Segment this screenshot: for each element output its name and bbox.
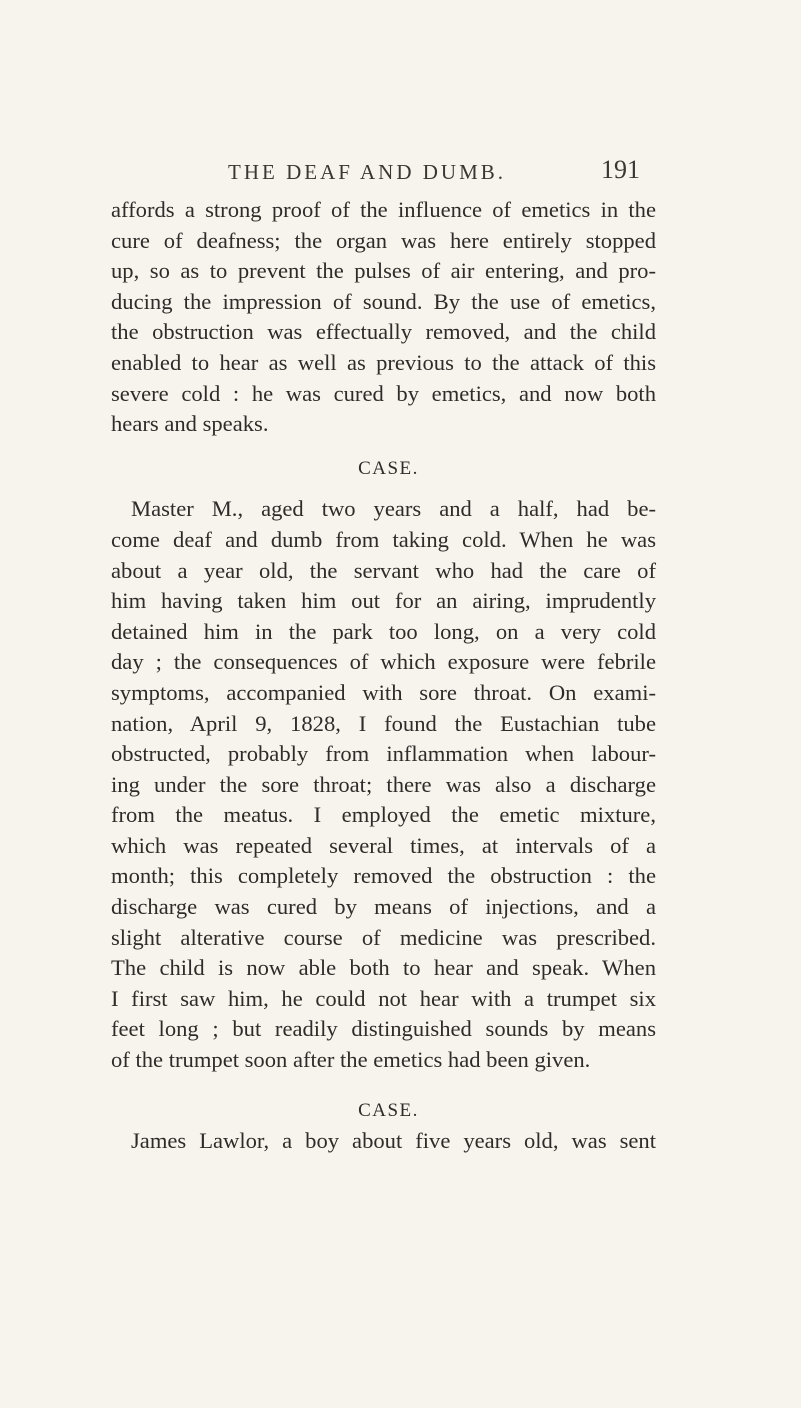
text-line: The child is now able both to hear and speak. When xyxy=(111,955,656,981)
text-line: from the meatus. I employed the emetic mixture, xyxy=(111,802,656,828)
page-number: 191 xyxy=(601,155,640,184)
text-line: hears and speaks. xyxy=(111,411,269,437)
text-line: month; this completely removed the obstruction : the xyxy=(111,863,656,889)
text-line: the obstruction was effectually removed, and the child xyxy=(111,319,656,345)
text-line: up, so as to prevent the pulses of air entering, and pro- xyxy=(111,258,656,284)
text-line: enabled to hear as well as previous to the attack of this xyxy=(111,349,656,375)
text-line: ing under the sore throat; there was also a discharge xyxy=(111,771,656,797)
text-line: ducing the impression of sound. By the use of emetics, xyxy=(111,288,656,314)
text-line: cure of deafness; the organ was here entirely stopped xyxy=(111,227,656,253)
case-paragraph xyxy=(111,494,656,1075)
text-line: come deaf and dumb from taking cold. When he was xyxy=(111,526,656,552)
text-line: I first saw him, he could not hear with a trumpet six xyxy=(111,985,656,1011)
text-line: obstructed, probably from inflammation when labour- xyxy=(111,741,656,767)
case-paragraph xyxy=(111,1126,656,1157)
text-line: symptoms, accompanied with sore throat. On exami- xyxy=(111,679,656,705)
body-text xyxy=(111,195,656,1157)
text-line: slight alterative course of medicine was prescribed. xyxy=(111,924,656,950)
text-line: about a year old, the servant who had the care of xyxy=(111,557,656,583)
text-line: detained him in the park too long, on a very cold xyxy=(111,618,656,644)
text-line: James Lawlor, a boy about five years old, was sent xyxy=(131,1128,656,1154)
paragraph-continuation xyxy=(111,195,656,440)
text-line: feet long ; but readily distinguished sounds by means xyxy=(111,1016,656,1042)
text-line: him having taken him out for an airing, imprudently xyxy=(111,588,656,614)
case-heading: CASE. xyxy=(358,457,419,479)
text-line: discharge was cured by means of injections, and a xyxy=(111,894,656,920)
case-heading: CASE. xyxy=(358,1099,419,1121)
text-line: nation, April 9, 1828, I found the Eustachian tube xyxy=(111,710,656,736)
text-line: severe cold : he was cured by emetics, and now both xyxy=(111,380,656,406)
running-title: THE DEAF AND DUMB. xyxy=(228,160,507,184)
text-line: of the trumpet soon after the emetics had been given. xyxy=(111,1047,591,1073)
text-line: Master M., aged two years and a half, had be- xyxy=(131,496,656,522)
text-line: which was repeated several times, at intervals of a xyxy=(111,832,656,858)
text-line: affords a strong proof of the influence of emetics in the xyxy=(111,197,656,222)
text-line: day ; the consequences of which exposure were febrile xyxy=(111,649,656,675)
